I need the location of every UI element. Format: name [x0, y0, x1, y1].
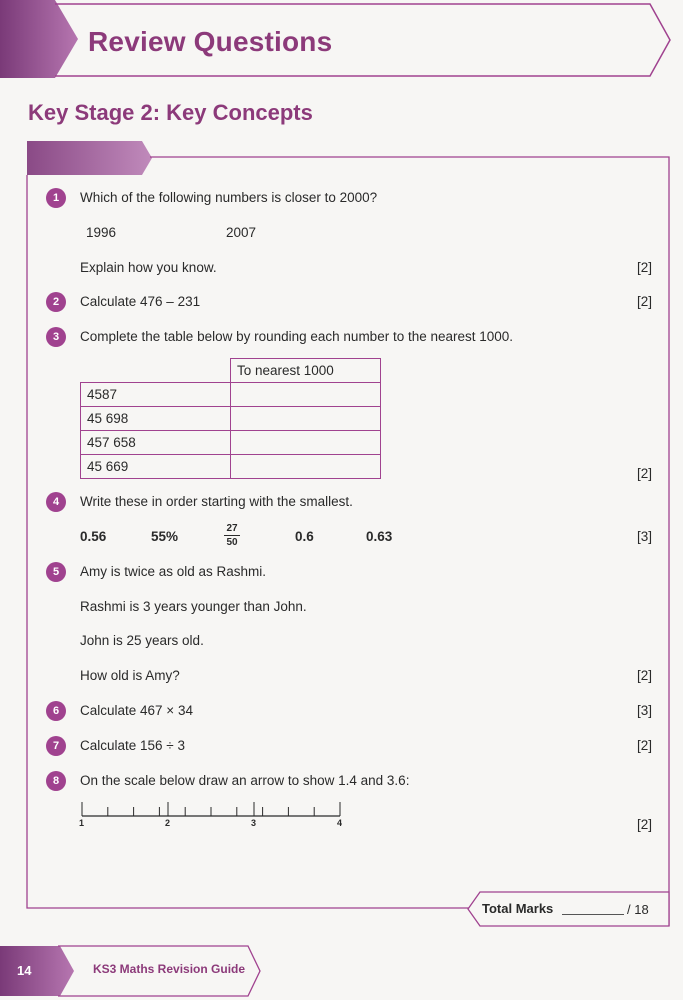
page-number: 14	[17, 963, 32, 978]
fraction-denominator: 50	[226, 537, 238, 548]
scale-label-3: 3	[251, 818, 257, 828]
q4-value-1: 0.56	[80, 529, 107, 544]
table-corner-blank	[81, 359, 231, 383]
question-number-4: 4	[46, 492, 66, 512]
table-answer-cell[interactable]	[231, 383, 381, 407]
table-row	[81, 455, 381, 479]
question-number-5: 5	[46, 562, 66, 582]
q5-marks: [2]	[636, 668, 652, 683]
fraction-bar	[224, 535, 240, 536]
q6-marks: [3]	[636, 703, 652, 718]
page-title: Review Questions	[88, 26, 333, 57]
q1-text: Which of the following numbers is closer to 2000?	[80, 190, 378, 205]
table-answer-cell[interactable]	[231, 431, 381, 455]
q3-marks: [2]	[636, 466, 652, 481]
q5-line-3: John is 25 years old.	[80, 633, 204, 648]
q8-text: On the scale below draw an arrow to show 1.4 and 3.6:	[80, 773, 410, 788]
box-tab-shape	[27, 141, 152, 175]
table-cell-number: 457 658	[81, 431, 231, 455]
q7-text: Calculate 156 ÷ 3	[80, 738, 185, 753]
table-answer-cell[interactable]	[231, 407, 381, 431]
q4-value-4: 0.63	[366, 529, 393, 544]
q5-line-4: How old is Amy?	[80, 668, 180, 683]
fraction-numerator: 27	[226, 523, 238, 534]
q2-text: Calculate 476 – 231	[80, 294, 201, 309]
question-number-6: 6	[46, 701, 66, 721]
q3-text: Complete the table below by rounding each number to the nearest 1000.	[80, 329, 514, 344]
question-number-3: 3	[46, 327, 66, 347]
total-marks-label: Total Marks	[482, 901, 554, 916]
question-number-1: 1	[46, 188, 66, 208]
footer-guide-title: KS3 Maths Revision Guide	[93, 962, 246, 976]
table-row	[81, 407, 381, 431]
q4-text: Write these in order starting with the smallest.	[80, 494, 353, 509]
footer-page-tab	[0, 946, 74, 996]
q1-option-1: 1996	[86, 225, 117, 240]
q1-marks: [2]	[636, 260, 652, 275]
table-row	[81, 383, 381, 407]
q4-fraction	[224, 523, 240, 548]
rounding-table	[80, 358, 381, 479]
q5-line-1: Amy is twice as old as Rashmi.	[80, 564, 267, 579]
number-scale	[82, 802, 340, 816]
q4-value-2: 55%	[151, 529, 179, 544]
scale-label-1: 1	[79, 818, 85, 828]
table-cell-number: 45 698	[81, 407, 231, 431]
q1-explain: Explain how you know.	[80, 260, 217, 275]
table-cell-number: 4587	[81, 383, 231, 407]
q6-text: Calculate 467 × 34	[80, 703, 193, 718]
q8-marks: [2]	[636, 817, 652, 832]
total-marks-blank[interactable]	[562, 914, 624, 915]
q5-line-2: Rashmi is 3 years younger than John.	[80, 599, 307, 614]
scale-label-4: 4	[337, 818, 343, 828]
q1-option-2: 2007	[226, 225, 257, 240]
table-row	[81, 431, 381, 455]
question-number-8: 8	[46, 771, 66, 791]
scale-label-2: 2	[165, 818, 171, 828]
table-answer-cell[interactable]	[231, 455, 381, 479]
section-subtitle: Key Stage 2: Key Concepts	[28, 100, 313, 125]
q2-marks: [2]	[636, 294, 652, 309]
question-number-7: 7	[46, 736, 66, 756]
q4-marks: [3]	[636, 529, 652, 544]
total-marks-max: / 18	[627, 902, 649, 917]
table-cell-number: 45 669	[81, 455, 231, 479]
q4-value-3: 0.6	[295, 529, 314, 544]
table-header: To nearest 1000	[231, 359, 381, 383]
q7-marks: [2]	[636, 738, 652, 753]
question-number-2: 2	[46, 292, 66, 312]
